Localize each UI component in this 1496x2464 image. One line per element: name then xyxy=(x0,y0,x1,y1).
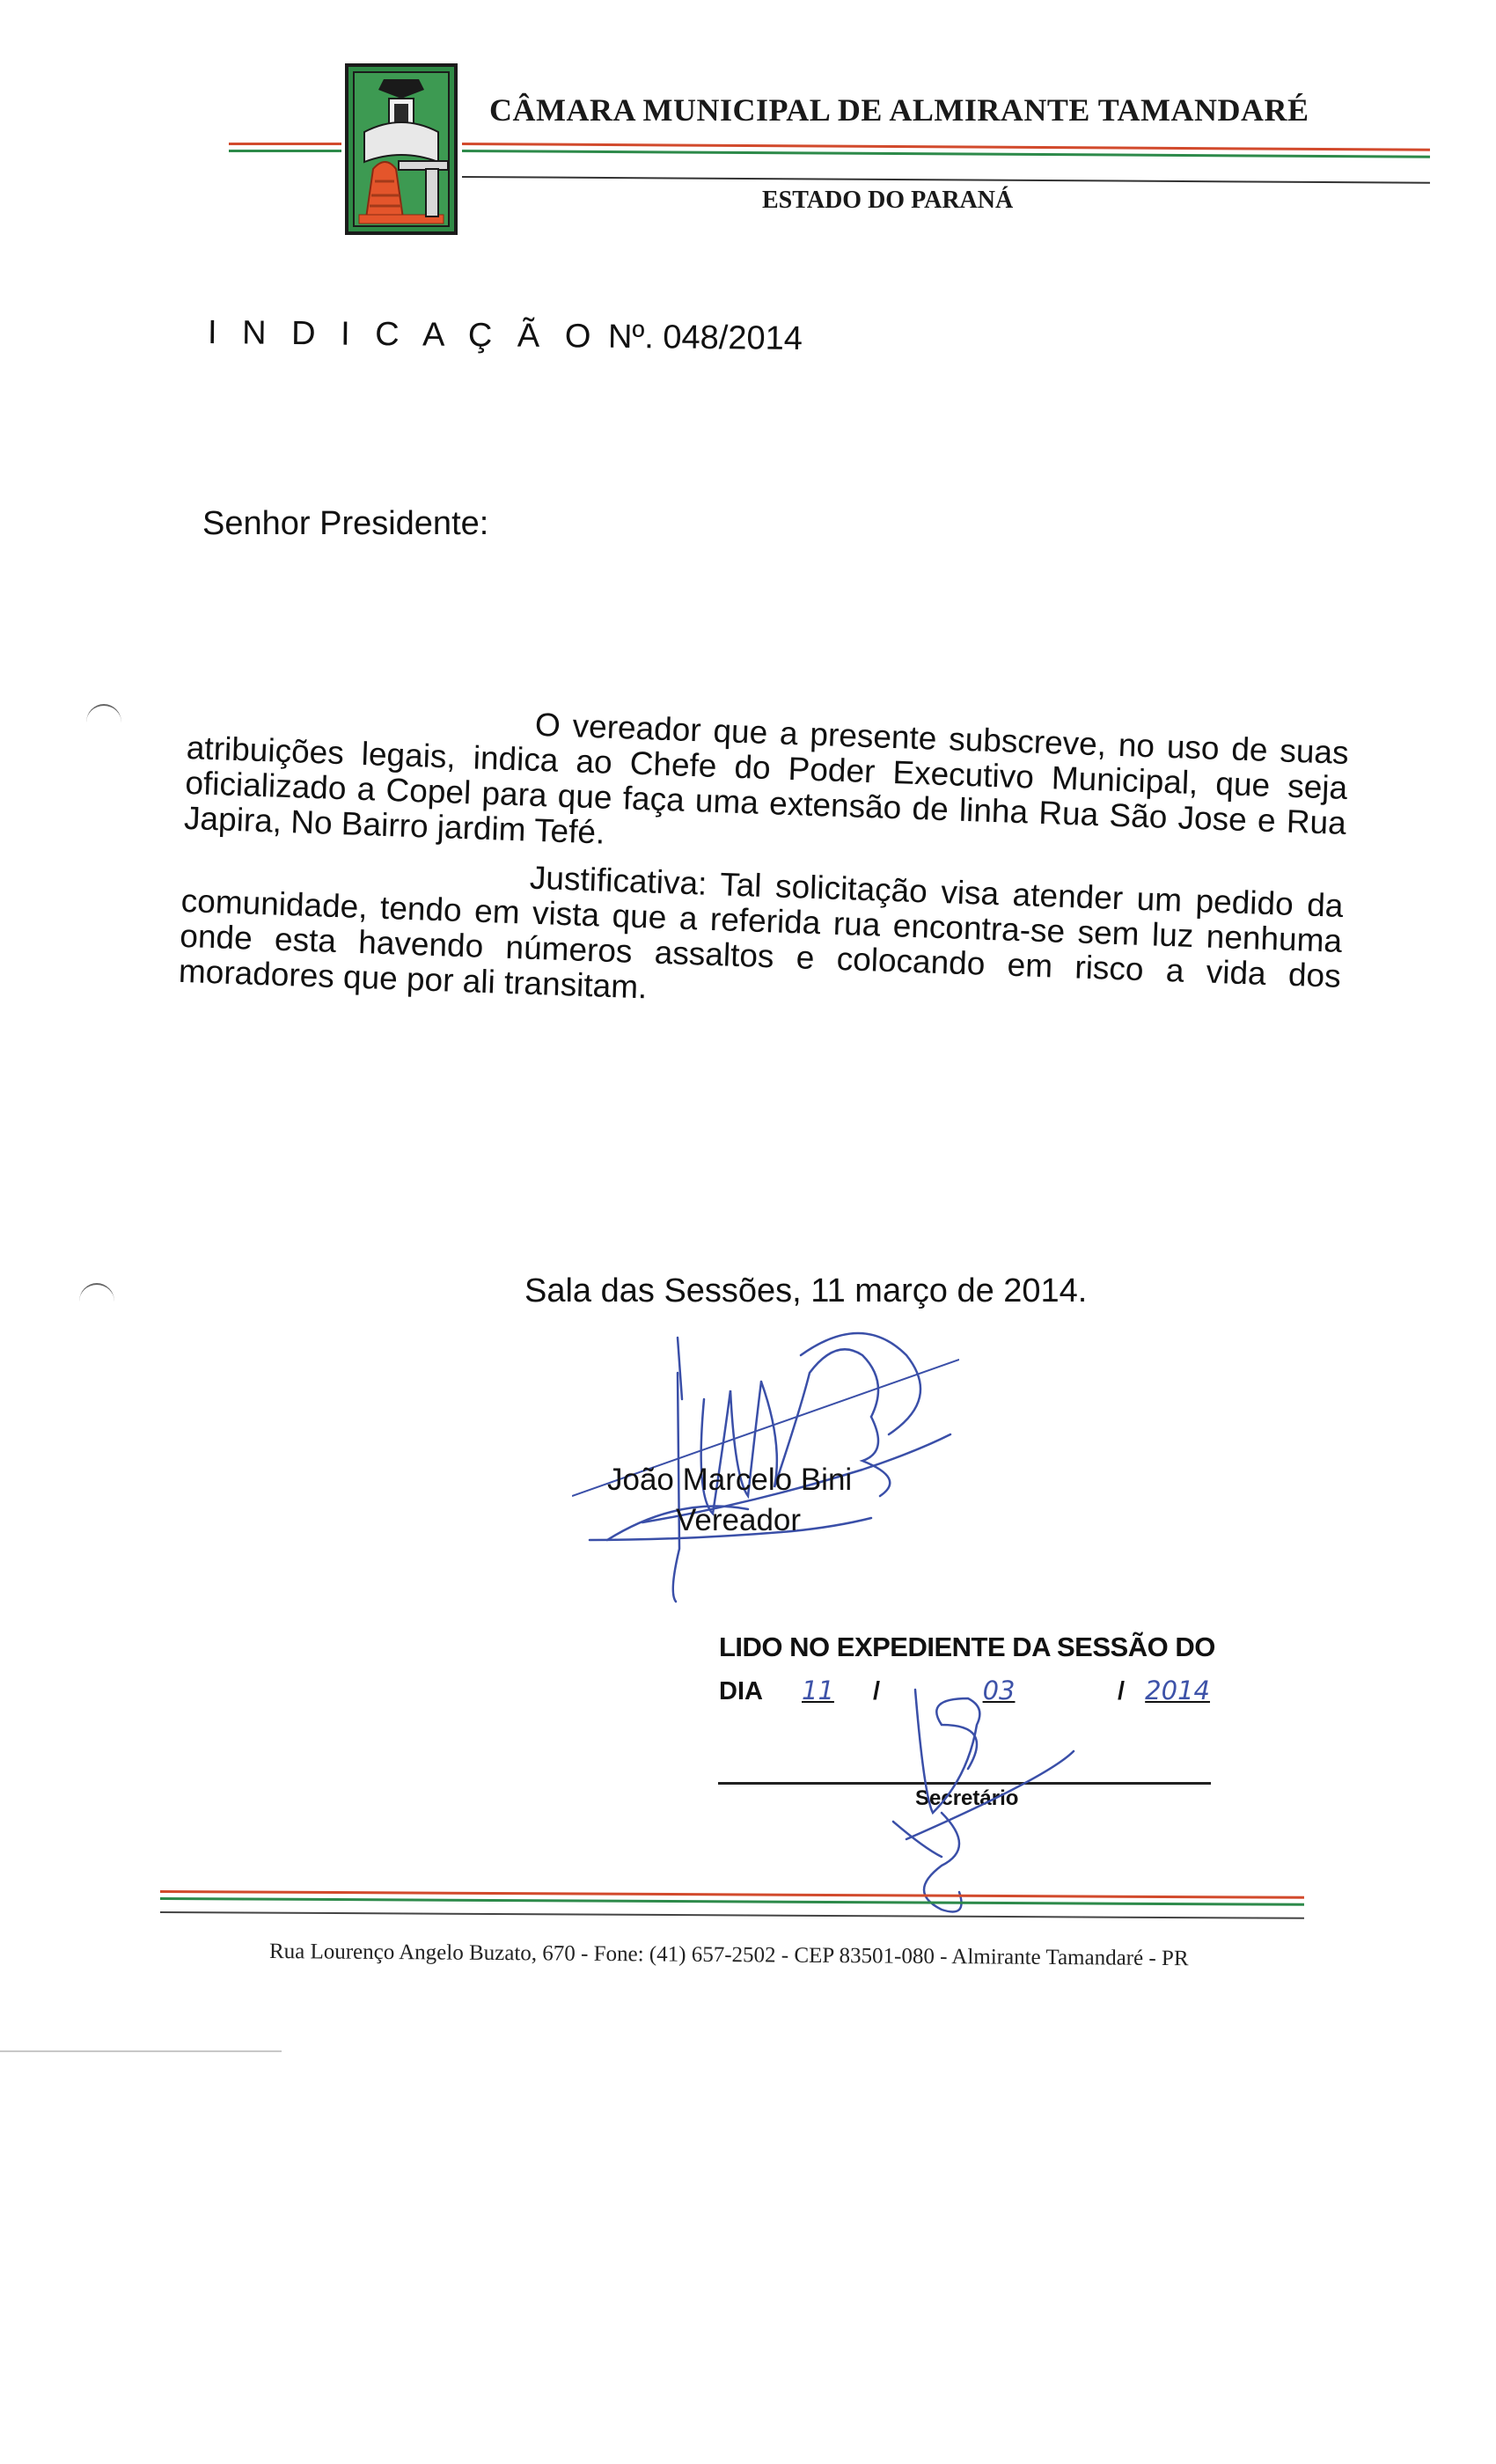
signatory-name: João Marcelo Bini xyxy=(607,1463,853,1497)
secretary-handwritten-signature xyxy=(889,1672,1091,1918)
municipal-coat-of-arms-logo xyxy=(345,63,458,235)
document-number: 048/2014 xyxy=(663,319,803,358)
document-body xyxy=(178,695,1349,1030)
justification-paragraph: Justificativa: Tal solicitação visa atender um pedido da comunidade, tendo em vista que a referida rua encontra-se sem luz nenhuma onde esta havendo números assaltos e colocando em risco a vida dos moradores que por ali transitam. xyxy=(178,859,1345,1006)
signatory-role: Vereador xyxy=(676,1503,802,1537)
punch-hole-mark xyxy=(86,704,121,741)
scan-edge-line xyxy=(0,2050,282,2052)
reading-stamp-title: LIDO NO EXPEDIENTE DA SESSÃO DO xyxy=(719,1632,1215,1662)
institution-name: CÂMARA MUNICIPAL DE ALMIRANTE TAMANDARÉ xyxy=(489,92,1309,128)
header-line-green-right xyxy=(462,150,1430,158)
secretary-label: Secretário xyxy=(915,1786,1019,1810)
body-paragraph: O vereador que a presente subscreve, no uso de suas atribuições legais, indica ao Chefe do Poder Executivo Municipal, que seja oficializado a Copel para que faça uma extensão de linha Rua São Jose e Rua Japira, No Bairro jardim Tefé. xyxy=(183,706,1350,851)
handwritten-month: 03 xyxy=(982,1676,1016,1705)
reading-stamp-date-row: DIA 11 / 03 / 2014 xyxy=(719,1676,1210,1705)
document-number-heading xyxy=(208,314,803,358)
place-and-date: Sala das Sessões, 11 março de 2014. xyxy=(524,1272,1088,1309)
day-label: DIA xyxy=(719,1677,763,1705)
state-name: ESTADO DO PARANÁ xyxy=(762,187,1014,214)
header-line-red-left xyxy=(229,143,341,145)
handwritten-year: 2014 xyxy=(1145,1676,1210,1705)
document-number-prefix: Nº. xyxy=(607,318,655,356)
header-line-dark xyxy=(462,176,1430,184)
salutation: Senhor Presidente: xyxy=(202,505,489,542)
punch-hole-mark xyxy=(79,1283,114,1320)
header-line-green-left xyxy=(229,150,341,152)
footer-line-green xyxy=(160,1897,1304,1906)
document-type-label: I N D I C A Ç Ã O xyxy=(207,314,599,356)
footer-line-dark xyxy=(160,1911,1304,1919)
footer-address: Rua Lourenço Angelo Buzato, 670 - Fone: (41) 657-2502 - CEP 83501-080 - Almirante Tamandaré - PR xyxy=(268,1940,1189,1971)
handwritten-day: 11 xyxy=(802,1676,834,1705)
